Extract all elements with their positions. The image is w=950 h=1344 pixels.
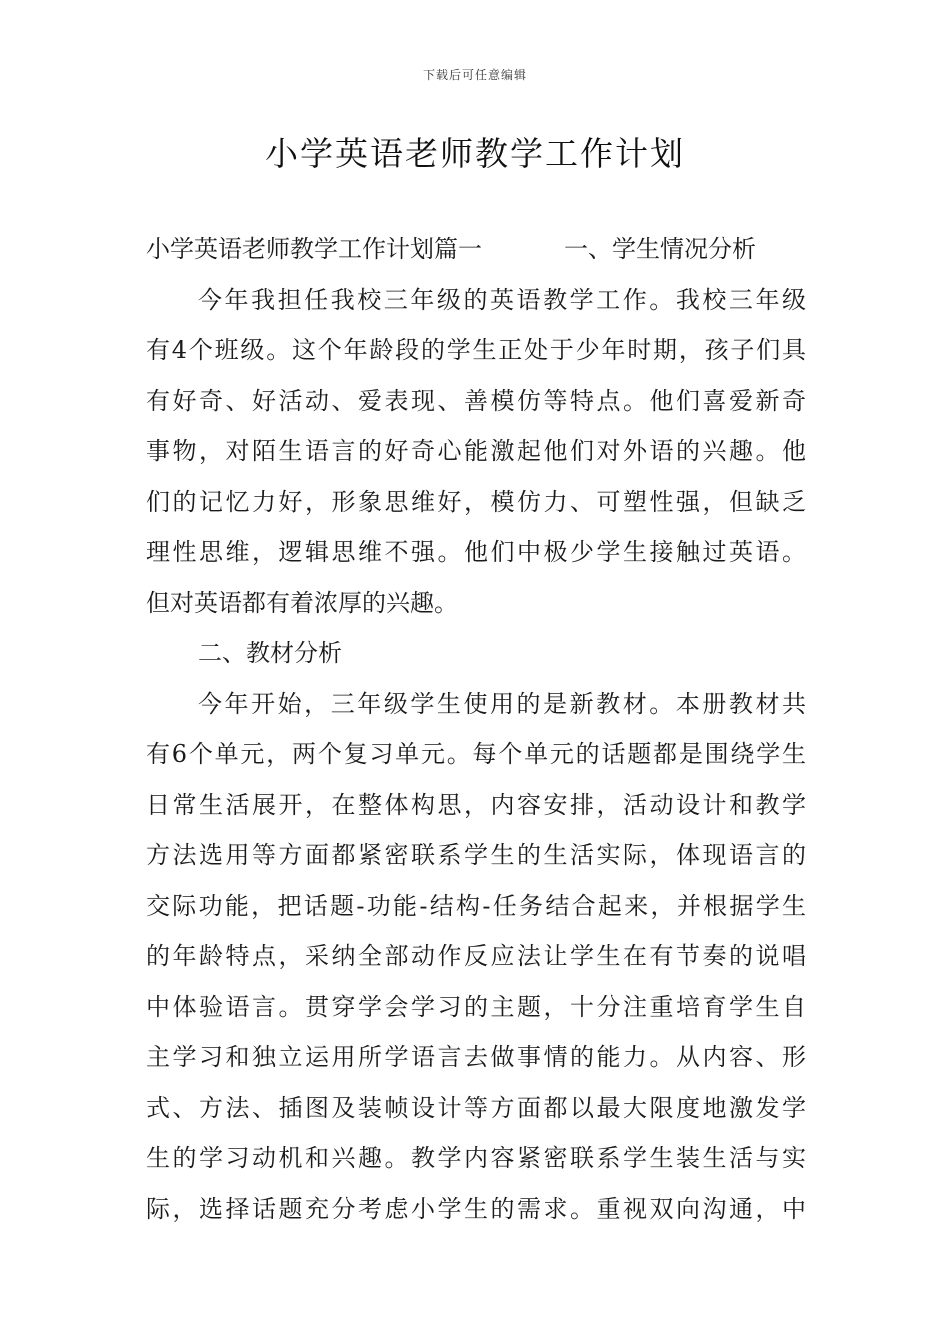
paragraph-line: 际，选择话题充分考虑小学生的需求。重视双向沟通，中 [146, 1194, 806, 1223]
paragraph-line: 交际功能，把话题-功能-结构-任务结合起来，并根据学生 [146, 891, 806, 920]
paragraph-line: 今年开始，三年级学生使用的是新教材。本册教材共 [198, 689, 806, 718]
paragraph-material-analysis [146, 679, 806, 1235]
section-heading-1: 一、学生情况分析 [564, 235, 756, 263]
paragraph-line: 有6个单元，两个复习单元。每个单元的话题都是围绕学生 [146, 740, 806, 768]
paragraph-line: 中体验语言。贯穿学会学习的主题，十分注重培育学生自 [146, 992, 806, 1021]
paragraph-line: 有4个班级。这个年龄段的学生正处于少年时期，孩子们具 [146, 336, 806, 364]
paragraph-line: 日常生活展开，在整体构思，内容安排，活动设计和教学 [146, 790, 806, 819]
paragraph-line: 生的学习动机和兴趣。教学内容紧密联系学生装生活与实 [146, 1144, 806, 1172]
section-intro-line [146, 224, 756, 275]
paragraph-student-analysis [146, 275, 806, 629]
paragraph-line: 的年龄特点，采纳全部动作反应法让学生在有节奏的说唱 [146, 942, 806, 970]
paragraph-line: 式、方法、插图及装帧设计等方面都以最大限度地激发学 [146, 1093, 806, 1122]
paragraph-line: 们的记忆力好，形象思维好，模仿力、可塑性强，但缺乏 [146, 487, 806, 516]
paragraph-line: 有好奇、好活动、爱表现、善模仿等特点。他们喜爱新奇 [146, 386, 806, 415]
paragraph-line: 但对英语都有着浓厚的兴趣。 [146, 588, 458, 617]
page-header-note: 下载后可任意编辑 [422, 68, 527, 82]
document-body [146, 224, 806, 1234]
paragraph-line: 主学习和独立运用所学语言去做事情的能力。从内容、形 [146, 1043, 806, 1071]
document-title: 小学英语老师教学工作计划 [265, 134, 685, 173]
paragraph-line: 事物，对陌生语言的好奇心能激起他们对外语的兴趣。他 [146, 437, 806, 465]
paragraph-line: 今年我担任我校三年级的英语教学工作。我校三年级 [198, 285, 806, 314]
section-intro-label: 小学英语老师教学工作计划篇一 [146, 235, 482, 263]
paragraph-line: 方法选用等方面都紧密联系学生的生活实际，体现语言的 [146, 841, 806, 869]
paragraph-line: 理性思维，逻辑思维不强。他们中极少学生接触过英语。 [146, 538, 806, 566]
section-heading-2: 二、教材分析 [198, 639, 342, 667]
